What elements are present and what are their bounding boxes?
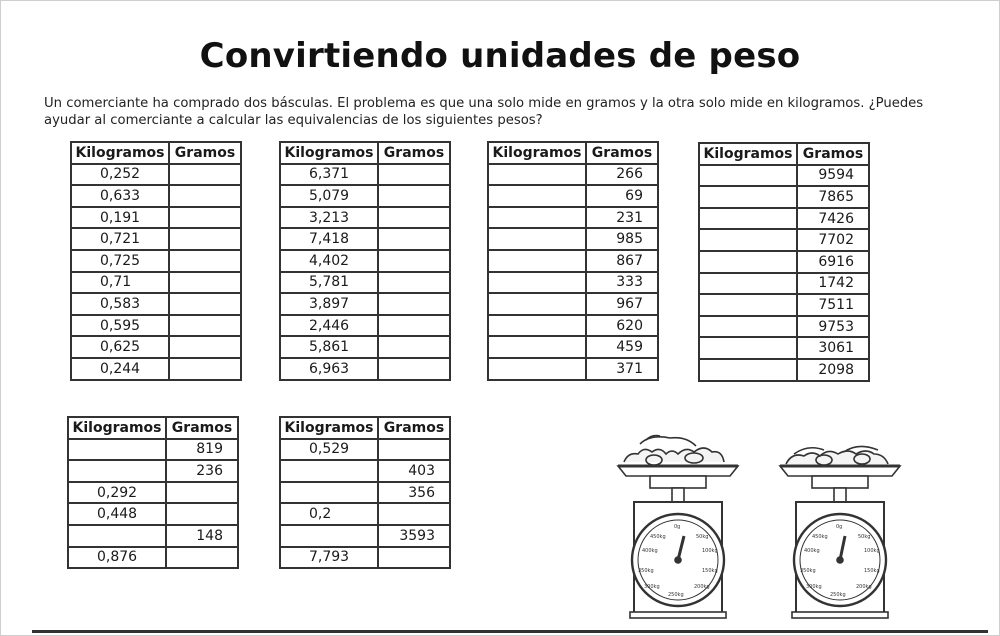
- table-row: [280, 358, 450, 380]
- kg-cell[interactable]: 3,897: [280, 293, 378, 315]
- kg-cell[interactable]: [488, 272, 586, 294]
- g-cell[interactable]: 985: [586, 228, 658, 250]
- g-cell[interactable]: 867: [586, 250, 658, 272]
- table-row: [280, 525, 450, 547]
- g-cell[interactable]: 6916: [797, 251, 869, 273]
- g-cell[interactable]: 236: [166, 460, 238, 482]
- table-row: [488, 228, 658, 250]
- header-gramos: Gramos: [378, 142, 450, 164]
- kg-cell[interactable]: 5,861: [280, 336, 378, 358]
- table-row: [699, 273, 869, 295]
- conversion-table-5: [67, 416, 239, 569]
- g-cell[interactable]: [169, 358, 241, 380]
- table-row: [699, 208, 869, 230]
- header-gramos: Gramos: [797, 143, 869, 165]
- g-cell[interactable]: [378, 185, 450, 207]
- g-cell[interactable]: [169, 272, 241, 294]
- kg-cell[interactable]: 0,721: [71, 228, 169, 250]
- dial-label: 200kg: [694, 584, 710, 590]
- table-row: [71, 336, 241, 358]
- g-cell[interactable]: [169, 315, 241, 337]
- kg-cell[interactable]: [488, 164, 586, 186]
- kg-cell[interactable]: 2,446: [280, 315, 378, 337]
- g-cell[interactable]: 356: [378, 482, 450, 504]
- g-cell[interactable]: [378, 164, 450, 186]
- kg-cell[interactable]: 7,793: [280, 547, 378, 569]
- kitchen-scale-icon: [774, 426, 906, 622]
- g-cell[interactable]: [378, 315, 450, 337]
- dial-label: 350kg: [800, 568, 816, 574]
- conversion-table-4: [698, 142, 870, 382]
- kg-cell[interactable]: 0,583: [71, 293, 169, 315]
- g-cell[interactable]: [166, 482, 238, 504]
- g-cell[interactable]: 403: [378, 460, 450, 482]
- dial-label: 450kg: [812, 534, 828, 540]
- table-row: [280, 503, 450, 525]
- table-row: [488, 250, 658, 272]
- g-cell[interactable]: 7426: [797, 208, 869, 230]
- g-cell[interactable]: 459: [586, 336, 658, 358]
- table-row: [488, 293, 658, 315]
- kg-cell[interactable]: [699, 251, 797, 273]
- kg-cell[interactable]: 0,244: [71, 358, 169, 380]
- kg-cell[interactable]: 0,529: [280, 439, 378, 461]
- header-kilogramos: Kilogramos: [699, 143, 797, 165]
- kg-cell[interactable]: [699, 294, 797, 316]
- dial-label: 300kg: [644, 584, 660, 590]
- dial-label: 350kg: [638, 568, 654, 574]
- dial-label: 450kg: [650, 534, 666, 540]
- kg-cell[interactable]: [699, 208, 797, 230]
- g-cell[interactable]: [378, 272, 450, 294]
- kg-cell[interactable]: [488, 358, 586, 380]
- table-header-row: [68, 417, 238, 439]
- table-row: [488, 358, 658, 380]
- table-row: [280, 272, 450, 294]
- instructions-text: Un comerciante ha comprado dos básculas. El problema es que una solo mide en gramos y la otra solo mide en kilogramos. ¿Puedes ayudar al comerciante a calcular las equivalencias de los siguientes pesos?: [44, 96, 924, 128]
- table-row: [699, 229, 869, 251]
- header-gramos: Gramos: [586, 142, 658, 164]
- g-cell[interactable]: [378, 547, 450, 569]
- table-row: [699, 316, 869, 338]
- kg-cell[interactable]: [488, 228, 586, 250]
- g-cell[interactable]: [166, 547, 238, 569]
- g-cell[interactable]: [169, 164, 241, 186]
- kg-cell[interactable]: [488, 293, 586, 315]
- table-row: [488, 164, 658, 186]
- table-row: [488, 272, 658, 294]
- header-kilogramos: Kilogramos: [280, 417, 378, 439]
- kg-cell[interactable]: [488, 315, 586, 337]
- g-cell[interactable]: 371: [586, 358, 658, 380]
- dial-label: 100kg: [702, 548, 718, 554]
- g-cell[interactable]: 7702: [797, 229, 869, 251]
- g-cell[interactable]: 9753: [797, 316, 869, 338]
- g-cell[interactable]: [169, 228, 241, 250]
- kg-cell[interactable]: [280, 525, 378, 547]
- g-cell[interactable]: 69: [586, 185, 658, 207]
- conversion-table-1: [70, 141, 242, 381]
- kg-cell[interactable]: 5,079: [280, 185, 378, 207]
- kg-cell[interactable]: [68, 439, 166, 461]
- table-row: [71, 358, 241, 380]
- table-row: [699, 165, 869, 187]
- table-row: [68, 525, 238, 547]
- table-row: [280, 315, 450, 337]
- g-cell[interactable]: [378, 228, 450, 250]
- g-cell[interactable]: [169, 293, 241, 315]
- dial-label: 50kg: [696, 534, 709, 540]
- kg-cell[interactable]: 5,781: [280, 272, 378, 294]
- table-header-row: [71, 142, 241, 164]
- g-cell[interactable]: [169, 250, 241, 272]
- kg-cell[interactable]: 0,2: [280, 503, 378, 525]
- g-cell[interactable]: 2098: [797, 359, 869, 381]
- g-cell[interactable]: 3593: [378, 525, 450, 547]
- g-cell[interactable]: [378, 358, 450, 380]
- kg-cell[interactable]: [488, 207, 586, 229]
- g-cell[interactable]: 3061: [797, 337, 869, 359]
- g-cell[interactable]: 333: [586, 272, 658, 294]
- table-row: [71, 185, 241, 207]
- g-cell[interactable]: [169, 185, 241, 207]
- table-row: [71, 164, 241, 186]
- header-kilogramos: Kilogramos: [71, 142, 169, 164]
- dial-label: 400kg: [642, 548, 658, 554]
- table-row: [280, 185, 450, 207]
- header-gramos: Gramos: [166, 417, 238, 439]
- bottom-divider: [32, 630, 988, 633]
- kg-cell[interactable]: 0,725: [71, 250, 169, 272]
- table-row: [280, 482, 450, 504]
- dial-label: 150kg: [864, 568, 880, 574]
- table-row: [488, 315, 658, 337]
- table-row: [488, 207, 658, 229]
- g-cell[interactable]: 7511: [797, 294, 869, 316]
- table-row: [280, 336, 450, 358]
- table-row: [68, 547, 238, 569]
- g-cell[interactable]: 1742: [797, 273, 869, 295]
- kg-cell[interactable]: 0,191: [71, 207, 169, 229]
- kg-cell[interactable]: [699, 337, 797, 359]
- kg-cell[interactable]: 0,625: [71, 336, 169, 358]
- g-cell[interactable]: [378, 250, 450, 272]
- table-row: [699, 251, 869, 273]
- table-row: [280, 547, 450, 569]
- table-header-row: [280, 142, 450, 164]
- g-cell[interactable]: 9594: [797, 165, 869, 187]
- g-cell[interactable]: 231: [586, 207, 658, 229]
- g-cell[interactable]: [166, 503, 238, 525]
- table-row: [71, 207, 241, 229]
- kg-cell[interactable]: 0,448: [68, 503, 166, 525]
- kg-cell[interactable]: [699, 359, 797, 381]
- g-cell[interactable]: [378, 503, 450, 525]
- table-row: [280, 250, 450, 272]
- dial-label: 200kg: [856, 584, 872, 590]
- table-row: [71, 228, 241, 250]
- g-cell[interactable]: 266: [586, 164, 658, 186]
- kg-cell[interactable]: [699, 186, 797, 208]
- table-row: [280, 228, 450, 250]
- table-row: [488, 185, 658, 207]
- kg-cell[interactable]: 6,963: [280, 358, 378, 380]
- header-gramos: Gramos: [169, 142, 241, 164]
- kg-cell[interactable]: 6,371: [280, 164, 378, 186]
- dial-label: 100kg: [864, 548, 880, 554]
- conversion-table-2: [279, 141, 451, 381]
- dial-label: 250kg: [668, 592, 684, 598]
- table-row: [280, 460, 450, 482]
- table-row: [68, 503, 238, 525]
- kg-cell[interactable]: [68, 525, 166, 547]
- header-kilogramos: Kilogramos: [280, 142, 378, 164]
- dial-label: 150kg: [702, 568, 718, 574]
- table-row: [71, 293, 241, 315]
- table-row: [699, 294, 869, 316]
- table-row: [488, 336, 658, 358]
- table-row: [280, 293, 450, 315]
- kg-cell[interactable]: 0,876: [68, 547, 166, 569]
- kg-cell[interactable]: 7,418: [280, 228, 378, 250]
- table-row: [280, 164, 450, 186]
- conversion-table-6: [279, 416, 451, 569]
- g-cell[interactable]: [378, 336, 450, 358]
- kg-cell[interactable]: 3,213: [280, 207, 378, 229]
- g-cell[interactable]: 967: [586, 293, 658, 315]
- page-title: Convirtiendo unidades de peso: [199, 36, 801, 76]
- kg-cell[interactable]: 4,402: [280, 250, 378, 272]
- dial-label: 0g: [674, 524, 681, 530]
- table-row: [280, 207, 450, 229]
- header-kilogramos: Kilogramos: [488, 142, 586, 164]
- conversion-table-3: [487, 141, 659, 381]
- kg-cell[interactable]: [280, 482, 378, 504]
- table-row: [699, 186, 869, 208]
- kg-cell[interactable]: [488, 185, 586, 207]
- kg-cell[interactable]: 0,292: [68, 482, 166, 504]
- kg-cell[interactable]: [699, 229, 797, 251]
- table-row: [71, 315, 241, 337]
- table-header-row: [280, 417, 450, 439]
- dial-label: 300kg: [806, 584, 822, 590]
- kg-cell[interactable]: 0,252: [71, 164, 169, 186]
- kg-cell[interactable]: 0,71: [71, 272, 169, 294]
- kg-cell[interactable]: [699, 165, 797, 187]
- dial-label: 250kg: [830, 592, 846, 598]
- table-row: [68, 482, 238, 504]
- kg-cell[interactable]: [488, 336, 586, 358]
- kitchen-scale-icon: [612, 426, 744, 622]
- table-row: [68, 460, 238, 482]
- g-cell[interactable]: [169, 207, 241, 229]
- g-cell[interactable]: [169, 336, 241, 358]
- g-cell[interactable]: [378, 207, 450, 229]
- g-cell[interactable]: 148: [166, 525, 238, 547]
- kg-cell[interactable]: [280, 460, 378, 482]
- table-row: [71, 250, 241, 272]
- table-header-row: [488, 142, 658, 164]
- header-kilogramos: Kilogramos: [68, 417, 166, 439]
- table-row: [280, 439, 450, 461]
- table-header-row: [699, 143, 869, 165]
- g-cell[interactable]: [378, 293, 450, 315]
- table-row: [68, 439, 238, 461]
- table-row: [71, 272, 241, 294]
- header-gramos: Gramos: [378, 417, 450, 439]
- g-cell[interactable]: [378, 439, 450, 461]
- kg-cell[interactable]: [488, 250, 586, 272]
- dial-label: 50kg: [858, 534, 871, 540]
- kg-cell[interactable]: [699, 316, 797, 338]
- dial-label: 0g: [836, 524, 843, 530]
- kg-cell[interactable]: [68, 460, 166, 482]
- kg-cell[interactable]: 0,595: [71, 315, 169, 337]
- g-cell[interactable]: 819: [166, 439, 238, 461]
- table-row: [699, 359, 869, 381]
- kg-cell[interactable]: 0,633: [71, 185, 169, 207]
- g-cell[interactable]: 620: [586, 315, 658, 337]
- dial-label: 400kg: [804, 548, 820, 554]
- kg-cell[interactable]: [699, 273, 797, 295]
- g-cell[interactable]: 7865: [797, 186, 869, 208]
- table-row: [699, 337, 869, 359]
